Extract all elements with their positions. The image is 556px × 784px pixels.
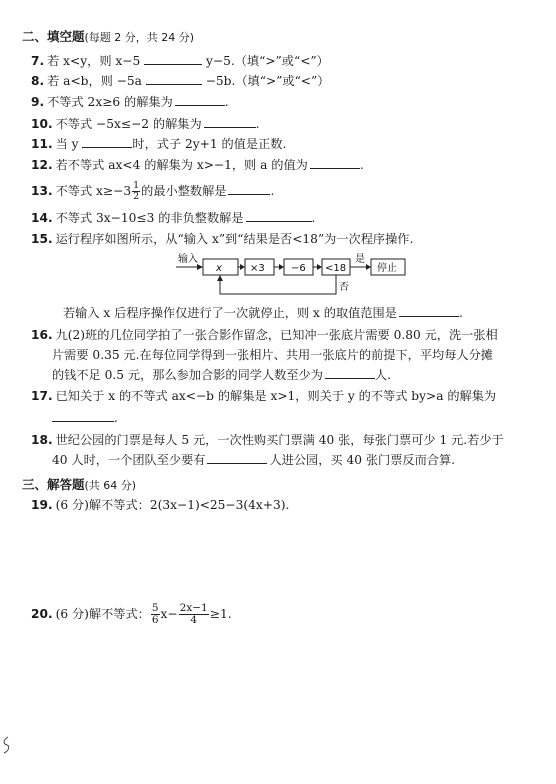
question-text: 九(2)班的几位同学拍了一张合影作留念，已知冲一张底片需要 0.80 元，洗一张相 xyxy=(55,328,498,342)
question-text: 若 a<b，则 −5a xyxy=(47,74,142,88)
arrow-head xyxy=(366,264,371,270)
flow-cmp-label: <18 xyxy=(325,263,347,274)
answer-blank[interactable] xyxy=(325,367,375,379)
question-number: 18. xyxy=(31,433,53,447)
question-text: 40 人时，一个团队至少要有 xyxy=(52,453,206,467)
section-title: 二、填空题 xyxy=(22,29,85,44)
question-18 xyxy=(31,432,504,448)
flow-yes-label: 是 xyxy=(355,254,365,265)
question-number: 20. xyxy=(31,607,53,621)
question-number: 14. xyxy=(31,211,53,225)
question-text: 若 x<y，则 x−5 xyxy=(47,54,141,68)
question-text: . xyxy=(270,184,275,198)
question-text: 当 y xyxy=(55,137,79,151)
question-text: 若不等式 ax<4 的解集为 x>−1，则 a 的值为 xyxy=(55,158,308,172)
question-text: −5b.（填“>”或“<”） xyxy=(205,74,330,88)
question-text: 不等式 3x−10≤3 的非负整数解是 xyxy=(55,211,244,225)
question-text: 的最小整数解是 xyxy=(141,184,227,198)
question-text: x− xyxy=(160,607,178,621)
section-note: (每题 2 分，共 24 分) xyxy=(84,31,195,44)
question-number: 7. xyxy=(31,54,45,68)
arrow-head xyxy=(279,264,284,270)
arrow-head xyxy=(317,264,322,270)
question-text: 已知关于 x 的不等式 ax<−b 的解集是 x>1，则关于 y 的不等式 by>a 的解集为 xyxy=(55,389,497,403)
question-text: . xyxy=(255,117,260,131)
binding-mark-icon xyxy=(1,736,11,754)
question-text: y−5.（填“>”或“<”） xyxy=(206,54,329,68)
question-text: . xyxy=(458,306,463,320)
question-18-line-2 xyxy=(52,452,455,468)
flow-x-label: x xyxy=(216,263,222,274)
question-text: . xyxy=(114,411,118,425)
question-number: 11. xyxy=(31,137,53,151)
question-number: 16. xyxy=(31,328,53,342)
arrow-head xyxy=(217,275,223,281)
question-16-line-2 xyxy=(52,347,493,363)
question-text: 若输入 x 后程序操作仅进行了一次就停止，则 x 的取值范围是 xyxy=(63,306,397,320)
answer-blank[interactable] xyxy=(399,305,459,317)
question-number: 8. xyxy=(31,74,45,88)
question-text: 时，式子 2y+1 的值是正数. xyxy=(132,137,287,151)
question-number: 13. xyxy=(31,184,53,198)
flow-no-label: 否 xyxy=(339,282,349,293)
fraction: $\frac{2x-1}{4}$ xyxy=(179,602,208,626)
question-number: 10. xyxy=(31,117,53,131)
section-answer-heading xyxy=(22,477,136,494)
flow-op2-label: −6 xyxy=(291,263,306,274)
question-15-ask xyxy=(63,305,463,321)
section-title: 三、解答题 xyxy=(22,477,85,492)
question-text: 片需要 0.35 元.在每位同学得到一张相片、共用一张底片的前提下，平均每人分摊 xyxy=(52,348,493,362)
answer-blank[interactable] xyxy=(52,410,114,422)
question-16-line-3 xyxy=(52,367,391,383)
question-text: 的钱不足 0.5 元，那么参加合影的同学人数至少为 xyxy=(52,368,323,382)
question-17 xyxy=(31,388,496,404)
fraction: $\frac{1}{2}$ xyxy=(133,180,140,202)
question-text: 世纪公园的门票是每人 5 元，一次性购买门票满 40 张，每张门票可少 1 元.若少于 xyxy=(55,433,504,447)
flow-stop-label: 停止 xyxy=(377,263,397,274)
question-text: ≥1. xyxy=(209,607,232,621)
question-text: (6 分)解不等式： xyxy=(55,607,150,621)
question-number: 9. xyxy=(31,95,45,109)
question-text: . xyxy=(224,95,229,109)
question-text: 人进公园，买 40 张门票反而合算. xyxy=(269,453,456,467)
question-number: 19. xyxy=(31,498,53,512)
loop-back-line xyxy=(220,275,336,294)
question-text: . xyxy=(311,211,316,225)
question-text: (6 分)解不等式：2(3x−1)<25−3(4x+3). xyxy=(55,498,290,512)
question-text: 人. xyxy=(374,368,391,382)
flow-input-label: 输入 xyxy=(178,254,198,265)
question-text: 不等式 x≥−3 xyxy=(55,184,132,198)
question-number: 17. xyxy=(31,389,53,403)
flow-op1-label: ×3 xyxy=(250,263,265,274)
question-17-line-2 xyxy=(52,410,118,426)
answer-blank[interactable] xyxy=(207,452,267,464)
question-19 xyxy=(31,497,289,513)
arrow-head xyxy=(240,264,245,270)
fraction: $\frac{5}{6}$ xyxy=(151,602,159,626)
question-text: . xyxy=(359,158,364,172)
question-16 xyxy=(31,327,498,343)
question-number: 12. xyxy=(31,158,53,172)
question-text: 不等式 2x≥6 的解集为 xyxy=(47,95,173,109)
question-number: 15. xyxy=(31,232,53,246)
section-note: (共 64 分) xyxy=(84,479,137,492)
question-text: 运行程序如图所示，从“输入 x”到“结果是否<18”为一次程序操作. xyxy=(55,232,414,246)
question-20 xyxy=(31,603,232,626)
question-text: 不等式 −5x≤−2 的解集为 xyxy=(55,117,202,131)
